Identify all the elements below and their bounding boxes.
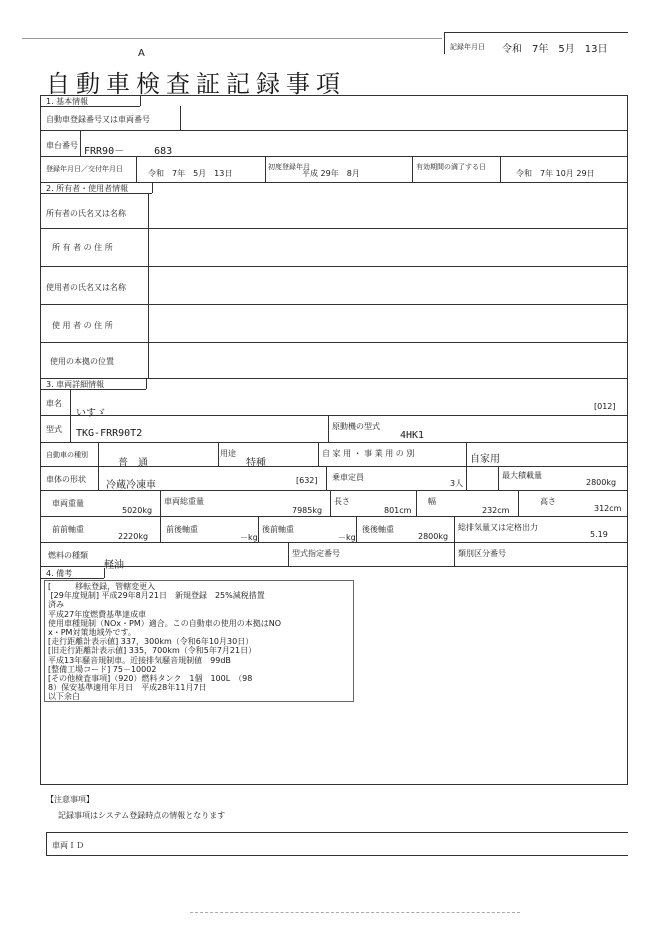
expiry-value: 令和 7年 10月 29日	[516, 169, 595, 178]
divider	[70, 389, 71, 415]
divider	[318, 442, 319, 466]
notes-text: 記録事項はシステム登録時点の情報となります	[58, 811, 226, 820]
page-title: 自動車検査証記録事項	[46, 70, 346, 98]
divider	[152, 183, 153, 193]
vehicle-name-value: いすゞ	[76, 408, 106, 419]
reg-date-label: 登録年月日／交付年月日	[46, 165, 123, 173]
kind-value: 普 通	[118, 458, 148, 469]
notes-label: 【注意事項】	[46, 795, 94, 804]
kind-label: 自動車の種別	[46, 451, 88, 459]
divider	[40, 156, 628, 157]
gross-label: 車両総重量	[164, 497, 204, 506]
displacement-label: 総排気量又は定格出力	[458, 523, 538, 532]
gross-value: 7985kg	[292, 506, 323, 515]
section-remarks-label: 4. 備考	[46, 569, 73, 578]
remarks-line: [旧走行距離計表示値] 335，700km（令和5年7月21日）	[48, 646, 257, 656]
owner-address-label: 所 有 者 の 住 所	[52, 243, 113, 252]
first-reg-value: 平成 29年 8月	[302, 169, 360, 178]
height-value: 312cm	[594, 504, 622, 513]
displacement-value: 5.19	[590, 530, 608, 539]
divider	[40, 442, 628, 443]
first-reg-label: 初度登録年月	[268, 163, 310, 171]
divider	[160, 516, 161, 542]
vehicle-id-box	[46, 832, 628, 856]
model-value: TKG-FRR90T2	[76, 428, 143, 439]
weight-label: 車両重量	[52, 499, 84, 508]
length-label: 長さ	[334, 497, 350, 506]
remarks-line: [29年度規制] 平成29年8月21日 新規登録 25%減税措置	[48, 591, 265, 601]
user-address-label: 使 用 者 の 住 所	[52, 321, 113, 330]
divider	[70, 415, 71, 442]
divider	[330, 490, 331, 516]
remarks-line: [ 移転登録，管轄変更入	[48, 582, 156, 591]
divider	[40, 389, 146, 390]
use-value: 特種	[246, 458, 266, 469]
divider	[40, 193, 152, 194]
divider	[416, 490, 417, 516]
header-mark: A	[138, 48, 145, 59]
divider	[180, 106, 181, 130]
engine-value: 4HK1	[400, 430, 425, 441]
divider	[104, 568, 105, 578]
divider	[40, 490, 628, 491]
divider	[466, 442, 467, 466]
remarks-text	[48, 582, 281, 702]
divider	[40, 542, 628, 543]
record-date-value: 令和 7年 5月 13日	[502, 44, 608, 55]
user-name-label: 使用者の氏名又は名称	[46, 283, 126, 292]
section-owner-label: 2. 所有者・使用者情報	[46, 184, 129, 193]
use-label: 用途	[220, 449, 236, 458]
divider	[265, 156, 266, 182]
divider	[140, 96, 141, 106]
length-value: 801cm	[384, 506, 412, 515]
scan-artifact	[190, 912, 520, 913]
vehicle-id-label: 車両ＩＤ	[52, 841, 84, 850]
divider	[98, 466, 99, 490]
divider	[40, 182, 628, 183]
divider	[98, 442, 99, 466]
divider	[40, 228, 628, 229]
remarks-line: 済み	[48, 600, 64, 610]
remarks-line: 使用車種規制（NOx・PM）適合。この自動車の使用の本拠はNO	[48, 618, 282, 628]
remarks-line: [その他検査事項]（920）燃料タンク 1個 100L （98	[48, 674, 253, 684]
weight-value: 5020kg	[122, 506, 153, 515]
remarks-line: 平成27年度燃費基準達成車	[48, 609, 147, 619]
section-vehicle-label: 3. 車両詳細情報	[46, 380, 105, 389]
body-code: [632]	[296, 476, 318, 485]
fuel-value: 軽油	[104, 560, 124, 571]
remarks-line: 以下余白	[48, 692, 80, 702]
chassis-value: FRR90－ 683	[84, 146, 173, 157]
width-label: 幅	[428, 497, 436, 506]
divider	[40, 516, 628, 517]
vehicle-name-code: [012]	[594, 402, 616, 411]
divider	[40, 342, 628, 343]
vehicle-name-label: 車名	[46, 399, 62, 408]
divider	[40, 106, 140, 107]
model-label: 型式	[46, 425, 62, 434]
divider	[412, 156, 413, 182]
divider	[146, 379, 147, 389]
divider	[40, 578, 104, 579]
divider	[518, 490, 519, 516]
divider	[40, 378, 628, 379]
chassis-label: 車台番号	[46, 141, 78, 150]
divider	[80, 130, 81, 156]
purpose-value: 自家用	[470, 454, 500, 465]
divider	[40, 415, 628, 416]
divider	[288, 542, 289, 566]
fuel-label: 燃料の種類	[48, 551, 88, 560]
base-location-label: 使用の本拠の位置	[50, 357, 114, 366]
fr-axle-label: 前後軸重	[166, 525, 198, 534]
body-value: 冷蔵冷凍車	[106, 480, 156, 491]
type-no-label: 型式指定番号	[292, 549, 340, 558]
remarks-line: x・PM対策地域外です。	[48, 628, 136, 638]
divider	[328, 415, 329, 442]
divider	[160, 490, 161, 516]
divider	[40, 266, 628, 267]
rf-axle-value: －kg	[338, 533, 356, 542]
capacity-value: 3人	[450, 479, 464, 488]
remarks-line: 8）保安基準適用年月日 平成28年11月7日	[48, 683, 207, 693]
reg-date-value: 令和 7年 5月 13日	[148, 169, 233, 178]
purpose-label: 自 家 用 ・ 事 業 用 の 別	[322, 449, 415, 458]
divider	[218, 442, 219, 466]
width-value: 232cm	[482, 506, 510, 515]
divider	[454, 542, 455, 566]
divider	[500, 156, 501, 182]
capacity-label: 乗車定員	[332, 473, 364, 482]
divider	[136, 156, 137, 182]
divider	[454, 516, 455, 542]
record-date-label: 記録年月日	[450, 43, 485, 51]
divider	[498, 466, 499, 490]
registration-label: 自動車登録番号又は車両番号	[46, 115, 150, 124]
rr-axle-value: 2800kg	[418, 532, 449, 541]
divider	[40, 566, 628, 567]
remarks-line: 平成13年騒音規制車。近接排気騒音規制値 99dB	[48, 655, 231, 665]
divider	[356, 516, 357, 542]
divider	[148, 193, 149, 378]
rr-axle-label: 後後軸重	[362, 525, 394, 534]
body-label: 車体の形状	[46, 475, 86, 484]
ff-axle-label: 前前軸重	[52, 525, 84, 534]
divider	[40, 466, 628, 467]
remarks-line: [走行距離計表示値] 337，300km（令和6年10月30日）	[48, 637, 254, 647]
max-load-value: 2800kg	[586, 478, 617, 487]
remarks-line: [整備工場コード] 75－10002	[48, 664, 157, 674]
max-load-label: 最大積載量	[502, 471, 542, 480]
divider	[326, 466, 327, 490]
rf-axle-label: 後前軸重	[262, 525, 294, 534]
ff-axle-value: 2220kg	[118, 532, 149, 541]
owner-name-label: 所有者の氏名又は名称	[46, 209, 126, 218]
divider	[258, 516, 259, 542]
expiry-label: 有効期間の満了する日	[416, 163, 486, 171]
fr-axle-value: －kg	[240, 533, 258, 542]
divider	[40, 304, 628, 305]
category-no-label: 類別区分番号	[458, 549, 506, 558]
section-basic-label: 1. 基本情報	[46, 97, 89, 106]
height-label: 高さ	[540, 497, 556, 506]
divider	[466, 466, 467, 490]
top-rule	[22, 38, 442, 39]
divider	[40, 130, 628, 131]
engine-label: 原動機の型式	[332, 422, 380, 431]
